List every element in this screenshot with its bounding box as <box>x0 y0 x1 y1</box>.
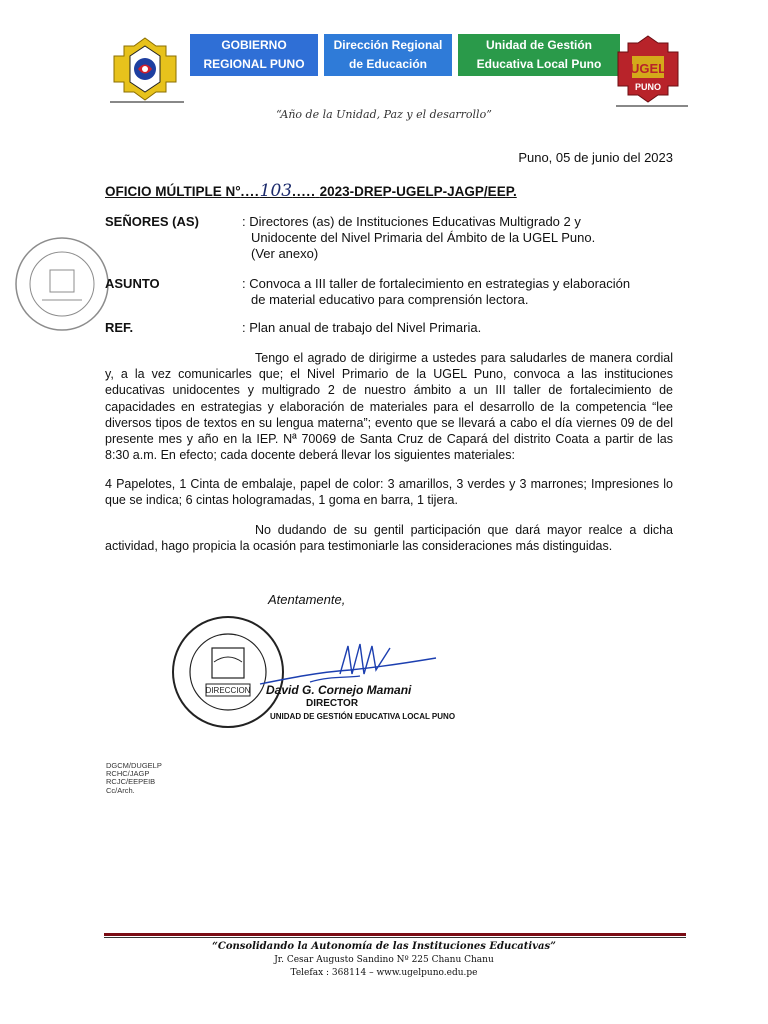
dre-puno-logo-caption <box>110 101 184 103</box>
header-band-gobierno <box>190 34 318 76</box>
oficio-suffix: 2023-DREP-UGELP-JAGP/EEP. <box>319 184 517 199</box>
band-dre-line1: Dirección Regional <box>333 38 443 52</box>
senores-value-line2: Unidocente del Nivel Primaria del Ámbito de la UGEL Puno. <box>251 230 596 245</box>
asunto-label: ASUNTO <box>105 276 160 291</box>
footer-address: Jr. Cesar Augusto Sandino Nº 225 Chanu Chanu <box>274 955 494 965</box>
senores-value-line3: (Ver anexo) <box>251 246 319 261</box>
ref-value: : Plan anual de trabajo del Nivel Primaria. <box>242 320 482 335</box>
initials-line: RCHC/JAGP <box>106 769 150 779</box>
oficio-number: OFICIO MÚLTIPLE N°....103..... 2023-DREP-UGELP-JAGP/EEP. <box>105 181 517 201</box>
oficio-handwritten-number: 103 <box>259 181 293 201</box>
band-ugel-line2: Educativa Local Puno <box>476 57 602 71</box>
signer-unit: UNIDAD DE GESTIÓN EDUCATIVA LOCAL PUNO <box>270 712 456 721</box>
footer-slogan: “Consolidando la Autonomía de las Instituciones Educativas” <box>212 941 556 952</box>
band-dre-line2: de Educación <box>348 57 428 71</box>
header-band-dre <box>324 34 452 76</box>
band-gobierno-line2: REGIONAL PUNO <box>203 57 305 71</box>
seal-center-text: DIRECCION <box>205 686 251 695</box>
band-gobierno-line1: GOBIERNO <box>221 38 287 52</box>
ugel-puno-logo <box>614 34 682 104</box>
senores-value-line1: : Directores (as) de Instituciones Educativas Multigrado 2 y <box>242 214 581 229</box>
senores-row <box>105 214 673 264</box>
asunto-value-line1: : Convoca a III taller de fortalecimiento en estrategias y elaboración <box>242 276 631 291</box>
senores-value <box>242 214 667 262</box>
ref-label: REF. <box>105 320 134 335</box>
asunto-row <box>105 276 673 310</box>
signer-name: David G. Cornejo Mamani <box>266 683 412 697</box>
initials-line: Cc/Arch. <box>106 785 135 795</box>
document-date: Puno, 05 de junio del 2023 <box>518 150 673 165</box>
initials-line: RCJC/EEPEIB <box>106 777 156 787</box>
reference-initials <box>106 762 162 795</box>
body-paragraph-2: 4 Papelotes, 1 Cinta de embalaje, papel de color: 3 amarillos, 3 verdes y 3 marrones; Impresiones lo que se indica; 6 cintas hologramadas, 1 goma en barra, 1 tijera. <box>105 477 673 508</box>
senores-label: SEÑORES (AS) <box>105 214 199 229</box>
body-paragraph-1: Tengo el agrado de dirigirme a ustedes para saludarles de manera cordial y, a la vez comunicarles que; el Nivel Primario de la UGEL Puno, convoca a las instituciones educativas unidocentes y multigrado 2 de nuestro ámbito a un III taller de fortalecimiento de capacidades en estrategias y elaboración de materiales para el desarrollo de la competencia “lee diversos tipos de textos en su lengua materna”; evento que se llevará a cabo el día viernes 09 de del presente mes y año en la IEP. Nª 70069 de Santa Cruz de Capará del distrito Coata a partir de las 8:30 a.m. En efecto; cada docente deberá llevar los siguientes materiales: <box>105 351 673 463</box>
dre-puno-logo <box>104 36 186 102</box>
footer-rule-thin <box>104 937 686 938</box>
asunto-value <box>242 276 667 308</box>
closing-text: Atentamente, <box>268 592 346 607</box>
signer-title: DIRECTOR <box>306 698 359 709</box>
ugel-logo-text: UGEL <box>629 61 667 76</box>
side-seal-stamp <box>12 234 112 334</box>
ref-row <box>105 320 673 338</box>
footer-contact: Telefax : 368114 – www.ugelpuno.edu.pe <box>290 968 478 978</box>
year-motto: “Año de la Unidad, Paz y el desarrollo” <box>276 108 492 121</box>
ugel-logo-caption <box>616 105 688 107</box>
body-paragraph-3: No dudando de su gentil participación que dará mayor realce a dicha actividad, hago propicia la ocasión para testimoniarle las consideraciones más distinguidas. <box>105 523 673 554</box>
ugel-logo-sub: PUNO <box>634 82 662 92</box>
asunto-value-line2: de material educativo para comprensión lectora. <box>251 292 529 307</box>
band-ugel-line1: Unidad de Gestión <box>485 38 592 52</box>
footer-rule <box>104 933 686 936</box>
header-band-ugel <box>458 34 620 76</box>
initials-line: DGCM/DUGELP <box>106 761 162 770</box>
oficio-prefix: OFICIO MÚLTIPLE N° <box>105 184 241 199</box>
